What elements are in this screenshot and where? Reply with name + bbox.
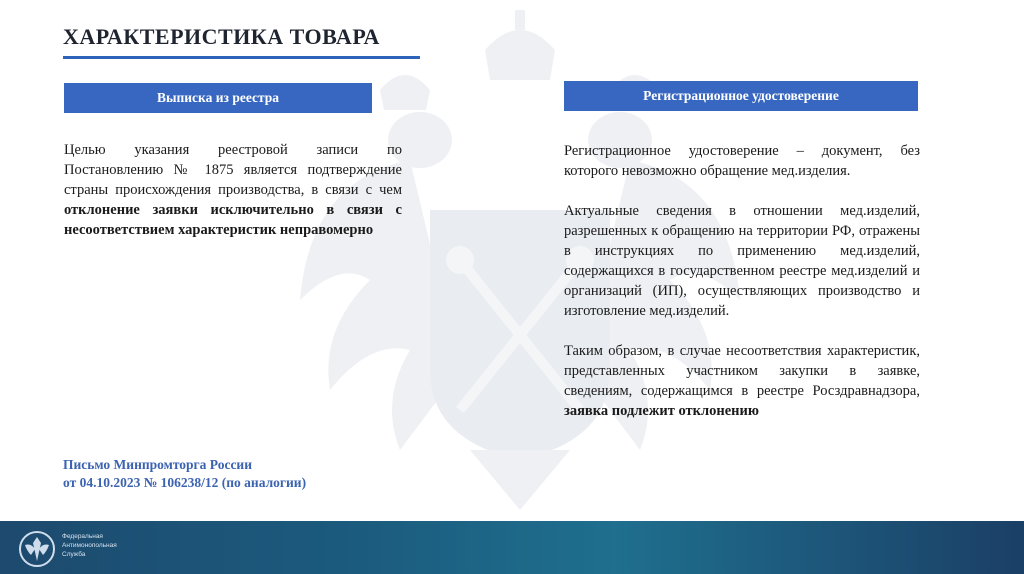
footer-line-3: Служба [62,551,86,558]
footer-line-2: Антимонопольная [62,542,117,549]
certificate-paragraph-1: Регистрационное удостоверение – документ, без которого невозможно обращение мед.изделия. [564,143,920,179]
registry-extract-text [64,140,402,240]
registration-certificate-text [564,141,920,441]
footer-line-1: Федеральная [62,533,103,540]
title-underline [63,56,420,59]
footer-agency-name [62,532,117,559]
letter-line-2: от 04.10.2023 № 106238/12 (по аналогии) [63,475,307,490]
certificate-paragraph-3-bold: заявка подлежит отклонению [564,403,759,419]
registry-extract-text-plain: Целью указания реестровой записи по Постановлению № 1875 является подтверждение страны происхождения производства, в связи с чем [64,142,402,198]
certificate-paragraph-3-plain: Таким образом, в случае несоответствия характеристик, представленных участником закупки в заявке, сведениям, содержащимся в реестре Росздравнадзора, [564,343,920,399]
certificate-paragraph-2: Актуальные сведения в отношении мед.изделий, разрешенных к обращению на территории РФ, отражены в инструкциях по применению мед.изделий, содержащихся в государственном реестре мед.изделий и организаций (ИП), осуществляющих производство и изготовление мед.изделий. [564,203,920,319]
footer-band [0,521,1024,574]
registry-extract-header: Выписка из реестра [64,83,372,113]
certificate-paragraph-3 [564,341,920,421]
registration-certificate-header: Регистрационное удостоверение [564,81,918,111]
page-title: ХАРАКТЕРИСТИКА ТОВАРА [63,24,380,49]
ministry-letter-reference [63,456,306,492]
letter-line-1: Письмо Минпромторга России [63,457,252,472]
fas-eagle-icon [17,529,57,569]
registry-extract-text-bold: отклонение заявки исключительно в связи с несоответствием характеристик неправомерно [64,202,402,238]
